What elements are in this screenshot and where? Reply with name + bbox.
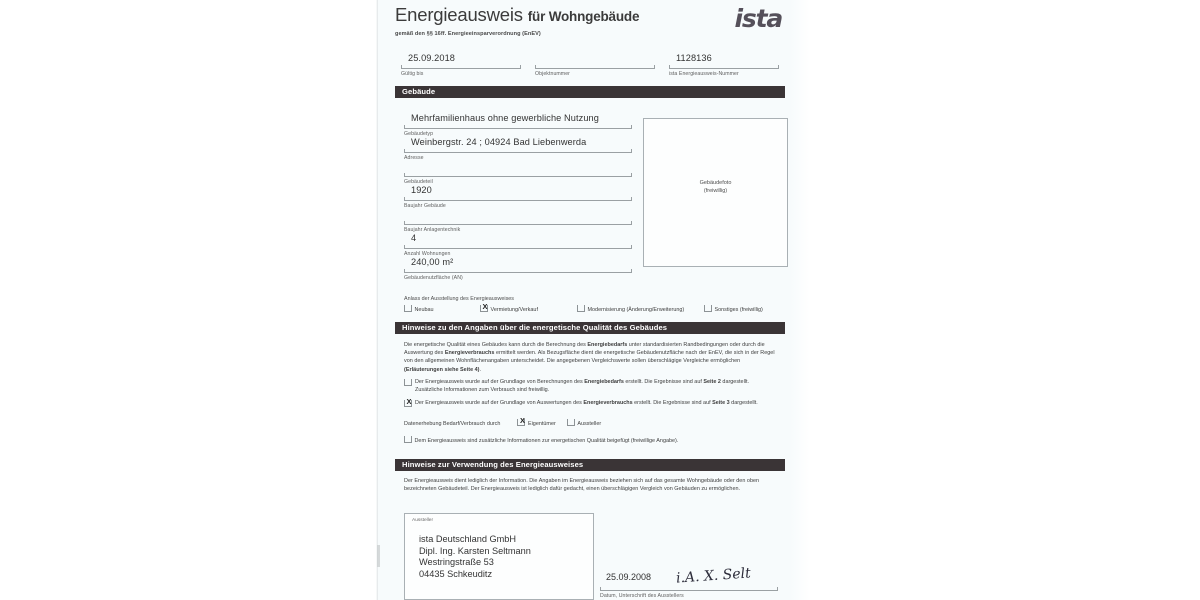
field-rule — [404, 172, 632, 177]
field-label: Adresse — [404, 154, 424, 161]
field-rule — [404, 196, 632, 201]
field-value: 4 — [411, 233, 417, 243]
page-title — [395, 4, 785, 26]
field-value: Mehrfamilienhaus ohne gewerbliche Nutzung — [411, 113, 599, 123]
building-photo-placeholder — [643, 118, 788, 267]
checkbox-vermietung-verkauf[interactable] — [480, 301, 538, 314]
photo-placeholder-caption — [644, 179, 787, 195]
checkbox-mark: X — [482, 301, 488, 311]
scan-right-edge — [790, 0, 810, 600]
field-label: Datum, Unterschrift des Ausstellers — [600, 592, 684, 599]
field-rule — [404, 124, 632, 129]
checkbox-eigentuemer[interactable] — [517, 415, 556, 427]
section-header-verwendung: Hinweise zur Verwendung des Energieausweises — [395, 459, 785, 471]
field-label: Objektnummer — [535, 70, 570, 77]
checkbox-box — [517, 415, 525, 426]
field-objektnummer[interactable] — [535, 52, 655, 77]
field-adresse[interactable] — [404, 136, 632, 161]
checkbox-option-energieverbrauch[interactable] — [404, 396, 776, 409]
signature-date: 25.09.2008 — [606, 572, 652, 582]
photo-placeholder-line1: Gebäudefoto — [699, 180, 732, 186]
field-rule — [401, 64, 521, 69]
checkbox-label: Der Energieausweis wurde auf der Grundlage von Berechnungen des Energiebedarfs erstellt. Die Ergebnisse sind auf Seite 2 dargestellt. Zusätzliche Informationen zum Verbrauch sind freiwillig. — [415, 379, 750, 394]
field-rule — [669, 64, 779, 69]
field-label: Gültig bis — [401, 70, 424, 77]
checkbox-box-wrap — [404, 379, 412, 388]
photo-placeholder-line2: (freiwillig) — [703, 188, 728, 194]
checkbox-label: Der Energieausweis wurde auf der Grundlage von Auswertungen des Energieverbrauchs erstellt. Die Ergebnisse sind auf Seite 3 dargestellt. — [415, 400, 758, 406]
checkbox-option-energiebedarf[interactable] — [404, 378, 776, 394]
issuer-caption: Aussteller — [412, 518, 434, 523]
checkbox-box — [567, 419, 575, 426]
field-value — [404, 160, 632, 172]
field-signature[interactable] — [600, 565, 778, 599]
field-baujahr-anlagentechnik[interactable] — [404, 208, 632, 233]
survey-caption: Datenerhebung Bedarf/Verbrauch durch — [404, 421, 501, 427]
survey-row — [404, 415, 602, 428]
field-label: Anzahl Wohnungen — [404, 250, 451, 257]
field-gebaeudenutzflaeche[interactable] — [404, 256, 632, 281]
signature-row — [600, 565, 778, 587]
field-rule — [404, 268, 632, 273]
field-value: 240,00 m² — [411, 257, 454, 267]
issuer-line: ista Deutschland GmbH — [419, 534, 517, 544]
field-rule — [404, 244, 632, 249]
field-label: ista Energieausweis-Nummer — [669, 70, 739, 77]
section-header-qualitaet: Hinweise zu den Angaben über die energetische Qualität des Gebäudes — [395, 322, 785, 334]
page-title-rest: für Wohngebäude — [527, 9, 640, 24]
checkbox-label: Vermietung/Verkauf — [490, 307, 538, 313]
checkbox-label: Modernisierung (Änderung/Erweiterung) — [587, 307, 685, 313]
checkbox-box — [404, 305, 412, 312]
page-title-main: Energieausweis — [395, 4, 523, 25]
purpose-caption: Anlass der Ausstellung des Energieausweises — [404, 296, 514, 302]
field-label: Gebäudenutzfläche (AN) — [404, 274, 463, 281]
checkbox-label: Aussteller — [577, 421, 602, 427]
certificate-sheet — [395, 0, 785, 600]
signature-handwriting: i.A. X. Selt — [675, 565, 752, 587]
ista-logo: ista — [734, 4, 782, 33]
field-label: Gebäudeteil — [404, 178, 433, 185]
field-label: Gebäudetyp — [404, 130, 434, 137]
field-value — [404, 208, 632, 220]
field-rule — [535, 64, 655, 69]
checkbox-sonstiges[interactable] — [704, 305, 763, 314]
issuer-line: Dipl. Ing. Karsten Seltmann — [419, 545, 531, 556]
issuer-line: 04435 Schkeuditz — [419, 568, 493, 579]
checkbox-box — [704, 305, 712, 312]
field-label: Baujahr Gebäude — [404, 202, 446, 209]
issuer-address — [419, 534, 531, 580]
section-header-gebaeude: Gebäude — [395, 86, 785, 98]
checkbox-zusatzinfo[interactable] — [404, 436, 678, 445]
field-value: 25.09.2018 — [408, 53, 455, 63]
quality-notes-paragraph: Die energetische Qualität eines Gebäudes kann durch die Berechnung des Energiebedarfs unter standardisierten Randbedingungen oder durch die Auswertung des Energieverbrauchs ermittelt werden. Als Bezugsfläche dient die energetische Gebäudenutzfläche nach der EnEV, die sich in der Regel von den allgemeinen Wohnflächenangaben unterscheidet. Die angegebenen Vergleichswerte sollen überschlägige Vergleiche ermöglichen (Erläuterungen siehe Seite 4). — [404, 342, 775, 373]
checkbox-box — [404, 436, 412, 443]
field-value: 1920 — [411, 185, 432, 195]
checkbox-box — [480, 301, 488, 312]
issuer-box — [404, 513, 594, 600]
field-rule — [600, 586, 778, 591]
field-label: Baujahr Anlagentechnik — [404, 226, 461, 233]
checkbox-box — [577, 305, 585, 312]
checkbox-label: Eigentümer — [527, 421, 556, 427]
field-rule — [404, 220, 632, 225]
scan-artifact-mark — [377, 545, 380, 567]
issuer-line: Westringstraße 53 — [419, 557, 494, 567]
document-subtitle: gemäß den §§ 16ff. Energieeinsparverordnung (EnEV) — [395, 31, 541, 37]
field-value: 1128136 — [676, 53, 712, 63]
checkbox-modernisierung[interactable] — [577, 305, 684, 314]
field-value — [535, 52, 655, 64]
field-ausweisnummer[interactable] — [669, 52, 779, 77]
checkbox-box — [404, 396, 412, 407]
field-anzahl-wohnungen[interactable] — [404, 232, 632, 257]
checkbox-label: Neubau — [414, 307, 434, 313]
field-gueltig-bis[interactable] — [401, 52, 521, 77]
checkbox-label: Sonstiges (freiwillig) — [714, 307, 763, 313]
checkbox-label: Dem Energieausweis sind zusätzliche Informationen zur energetischen Qualität beigefügt (freiwillige Angabe). — [414, 438, 679, 444]
field-gebaeudeteil[interactable] — [404, 160, 632, 185]
checkbox-neubau[interactable] — [404, 305, 434, 314]
checkbox-mark: X — [519, 415, 525, 425]
field-baujahr-gebaeude[interactable] — [404, 184, 632, 209]
document-header — [395, 4, 785, 37]
checkbox-aussteller[interactable] — [567, 421, 601, 427]
checkbox-mark: X — [406, 396, 412, 406]
field-value: Weinbergstr. 24 ; 04924 Bad Liebenwerda — [411, 137, 587, 147]
checkbox-box — [404, 379, 412, 386]
usage-notes-paragraph: Der Energieausweis dient lediglich der Information. Die Angaben im Energieausweis beziehen sich auf das gesamte Wohngebäude oder den oben bezeichneten Gebäudeteil. Der Energieausweis ist lediglich dafür gedacht, einen überschlägigen Vergleich von Gebäuden zu ermöglichen. — [404, 478, 760, 493]
checkbox-box-wrap — [404, 396, 412, 409]
field-rule — [404, 148, 632, 153]
field-gebaeudetyp[interactable] — [404, 112, 632, 137]
